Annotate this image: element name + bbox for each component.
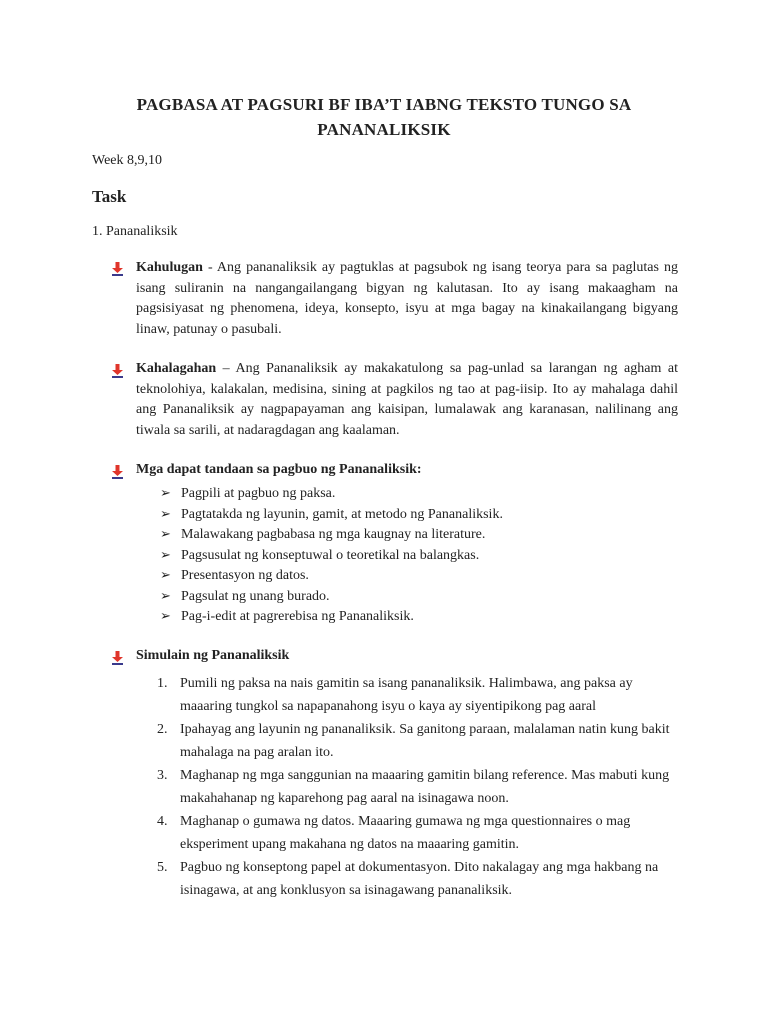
kahalagahan-text: – Ang Pananaliksik ay makakatulong sa pag-unlad sa larangan ng agham at teknolohiya, kalakalan, medisina, sining at pagkilos ng tao at pag-iisip. Ito ay mahalaga dahil ang Pananaliksik ay nagpapayaman ang kaisipan, lumalawak ang karanasan, nalilinang ang tiwala sa sarili, at nadaragdagan ang kaalaman. — [136, 361, 678, 438]
kahulugan-paragraph — [136, 258, 678, 340]
list-item-text: Pagsulat ng unang burado. — [181, 588, 330, 604]
numbered-item — [157, 718, 682, 764]
item-text: Ipahayag ang layunin ng pananaliksik. Sa ganitong paraan, malalaman natin kung bakit mahalaga na pag aralan ito. — [180, 722, 670, 760]
list-item — [160, 483, 503, 504]
list-item — [160, 606, 503, 627]
numbered-item — [157, 672, 682, 718]
arrow-bullet-icon: ➢ — [160, 587, 171, 603]
kahalagahan-paragraph — [136, 359, 678, 441]
item-number: 1. — [157, 676, 168, 691]
section-1-label: 1. Pananaliksik — [92, 224, 178, 239]
list-item — [160, 586, 503, 607]
kahulugan-text: - Ang pananaliksik ay pagtuklas at pagsubok ng isang teorya para sa paglutas ng isang suliranin na nangangailangang bigyan ng kalutasan. Ito ay isang makaagham na pagsisiyasat ng phenomena, ideya, konsepto, isyu at mga bagay na kinakailangang bigyang linaw, patunay o pasubali. — [136, 260, 678, 337]
bullet-arrow-icon — [112, 651, 123, 665]
simulain-list — [157, 672, 682, 902]
list-item — [160, 524, 503, 545]
list-item-text: Pag-i-edit at pagrerebisa ng Pananaliksik. — [181, 609, 414, 624]
bullet-arrow-icon — [112, 465, 123, 479]
list-item-text: Pagtatakda ng layunin, gamit, at metodo ng Pananaliksik. — [181, 506, 503, 522]
arrow-bullet-icon: ➢ — [160, 546, 171, 562]
tandaan-heading: Mga dapat tandaan sa pagbuo ng Pananaliksik: — [136, 462, 422, 477]
item-number: 4. — [157, 814, 168, 829]
numbered-item — [157, 764, 682, 810]
week-label: Week 8,9,10 — [92, 153, 163, 168]
arrow-bullet-icon: ➢ — [160, 526, 171, 541]
arrow-bullet-icon: ➢ — [160, 608, 171, 623]
list-item-text: Presentasyon ng datos. — [181, 568, 309, 583]
arrow-bullet-icon: ➢ — [160, 505, 171, 521]
item-number: 3. — [157, 768, 168, 783]
simulain-heading: Simulain ng Pananaliksik — [136, 648, 290, 663]
title-line-2: PANANALIKSIK — [317, 120, 451, 139]
item-number: 5. — [157, 860, 168, 875]
item-text: Maghanap o gumawa ng datos. Maaaring gumawa ng mga questionnaires o mag eksperiment upang makahana ng datos na maaaring gamitin. — [180, 814, 631, 852]
arrow-bullet-icon: ➢ — [160, 485, 171, 500]
tandaan-list — [160, 483, 503, 627]
list-item — [160, 565, 503, 586]
bullet-arrow-icon — [112, 262, 123, 276]
arrow-bullet-icon: ➢ — [160, 567, 171, 582]
numbered-item — [157, 856, 682, 902]
bullet-arrow-icon — [112, 364, 123, 378]
list-item-text: Pagpili at pagbuo ng paksa. — [181, 486, 336, 501]
list-item-text: Pagsusulat ng konseptuwal o teoretikal na balangkas. — [181, 547, 480, 563]
kahulugan-term: Kahulugan — [136, 260, 203, 275]
item-number: 2. — [157, 722, 168, 737]
item-text: Pagbuo ng konseptong papel at dokumentasyon. Dito nakalagay ang mga hakbang na isinagawa, at ang konklusyon sa isinagawang pananaliksik. — [180, 860, 659, 898]
item-text: Maghanap ng mga sanggunian na maaaring gamitin bilang reference. Mas mabuti kung makahahanap ng kaparehong pag aaral na isinagawa noon. — [180, 768, 670, 806]
numbered-item — [157, 810, 682, 856]
list-item — [160, 545, 503, 566]
item-text: Pumili ng paksa na nais gamitin sa isang pananaliksik. Halimbawa, ang paksa ay maaaring tungkol sa napapanahong isyu o kaya ay siyentipikong pag aaral — [180, 676, 633, 714]
kahalagahan-term: Kahalagahan — [136, 361, 217, 376]
list-item-text: Malawakang pagbabasa ng mga kaugnay na literature. — [181, 527, 486, 542]
document-title — [92, 92, 676, 142]
title-line-1: PAGBASA AT PAGSURI BF IBA’T IABNG TEKSTO TUNGO SA — [136, 95, 632, 114]
list-item — [160, 504, 503, 525]
task-heading: Task — [92, 187, 127, 206]
